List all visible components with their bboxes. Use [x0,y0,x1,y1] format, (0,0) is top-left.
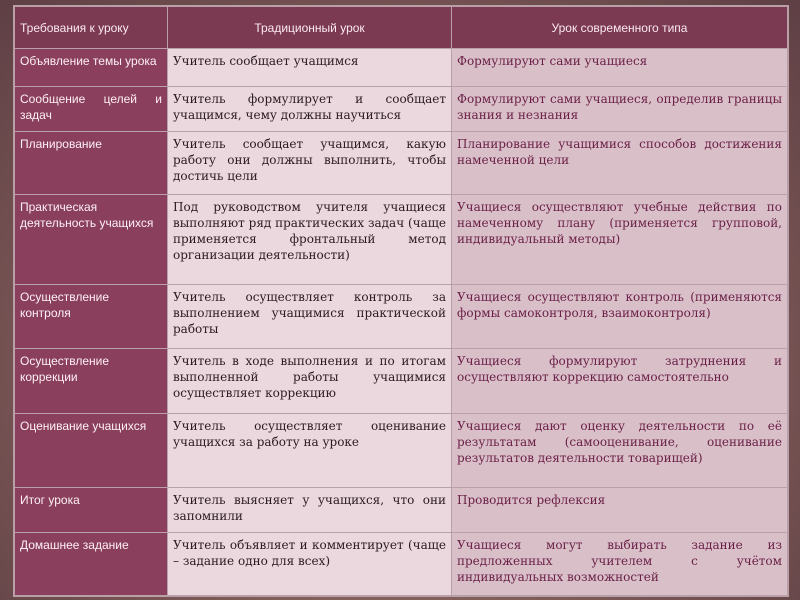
modern-cell: Формулируют сами учащиеся, определив границы знания и незнания [452,86,788,131]
comparison-table-wrapper [13,5,789,597]
modern-cell: Учащиеся формулируют затруднения и осуществляют коррекцию самостоятельно [452,348,788,413]
header-modern: Урок современного типа [452,7,788,49]
modern-cell: Проводится рефлексия [452,487,788,532]
modern-cell: Планирование учащимися способов достижения намеченной цели [452,131,788,194]
table-row [15,348,788,413]
requirement-cell: Осуществление коррекции [15,348,168,413]
table-row [15,195,788,285]
table-header-row [15,7,788,49]
traditional-cell: Учитель в ходе выполнения и по итогам выполненной работы учащимися осуществляет коррекцию [168,348,452,413]
table-row [15,285,788,348]
traditional-cell: Учитель выясняет у учащихся, что они запомнили [168,487,452,532]
traditional-cell: Учитель сообщает учащимся [168,49,452,87]
requirement-cell: Объявление темы урока [15,49,168,87]
traditional-cell: Учитель сообщает учащимся, какую работу они должны выполнить, чтобы достичь цели [168,131,452,194]
table-row [15,532,788,595]
modern-cell: Учащиеся осуществляют учебные действия по намеченному плану (применяется групповой, индивидуальный методы) [452,195,788,285]
table-row [15,86,788,131]
traditional-cell: Под руководством учителя учащиеся выполняют ряд практических задач (чаще применяется фронтальный метод организации деятельности) [168,195,452,285]
modern-cell: Учащиеся дают оценку деятельности по её результатам (самооценивание, оценивание результатов деятельности товарищей) [452,413,788,487]
table-row [15,131,788,194]
traditional-cell: Учитель осуществляет оценивание учащихся за работу на уроке [168,413,452,487]
requirement-cell: Сообщение целей и задач [15,86,168,131]
traditional-cell: Учитель объявляет и комментирует (чаще – задание одно для всех) [168,532,452,595]
header-requirements: Требования к уроку [15,7,168,49]
modern-cell: Формулируют сами учащиеся [452,49,788,87]
table-row [15,49,788,87]
requirement-cell: Практическая деятельность учащихся [15,195,168,285]
table-row [15,487,788,532]
modern-cell: Учащиеся могут выбирать задание из предложенных учителем с учётом индивидуальных возможностей [452,532,788,595]
table-row [15,413,788,487]
requirement-cell: Осуществление контроля [15,285,168,348]
traditional-cell: Учитель формулирует и сообщает учащимся, чему должны научиться [168,86,452,131]
requirement-cell: Итог урока [15,487,168,532]
modern-cell: Учащиеся осуществляют контроль (применяются формы самоконтроля, взаимоконтроля) [452,285,788,348]
header-traditional: Традиционный урок [168,7,452,49]
comparison-table [14,6,788,596]
requirement-cell: Планирование [15,131,168,194]
requirement-cell: Домашнее задание [15,532,168,595]
traditional-cell: Учитель осуществляет контроль за выполнением учащимися практической работы [168,285,452,348]
requirement-cell: Оценивание учащихся [15,413,168,487]
